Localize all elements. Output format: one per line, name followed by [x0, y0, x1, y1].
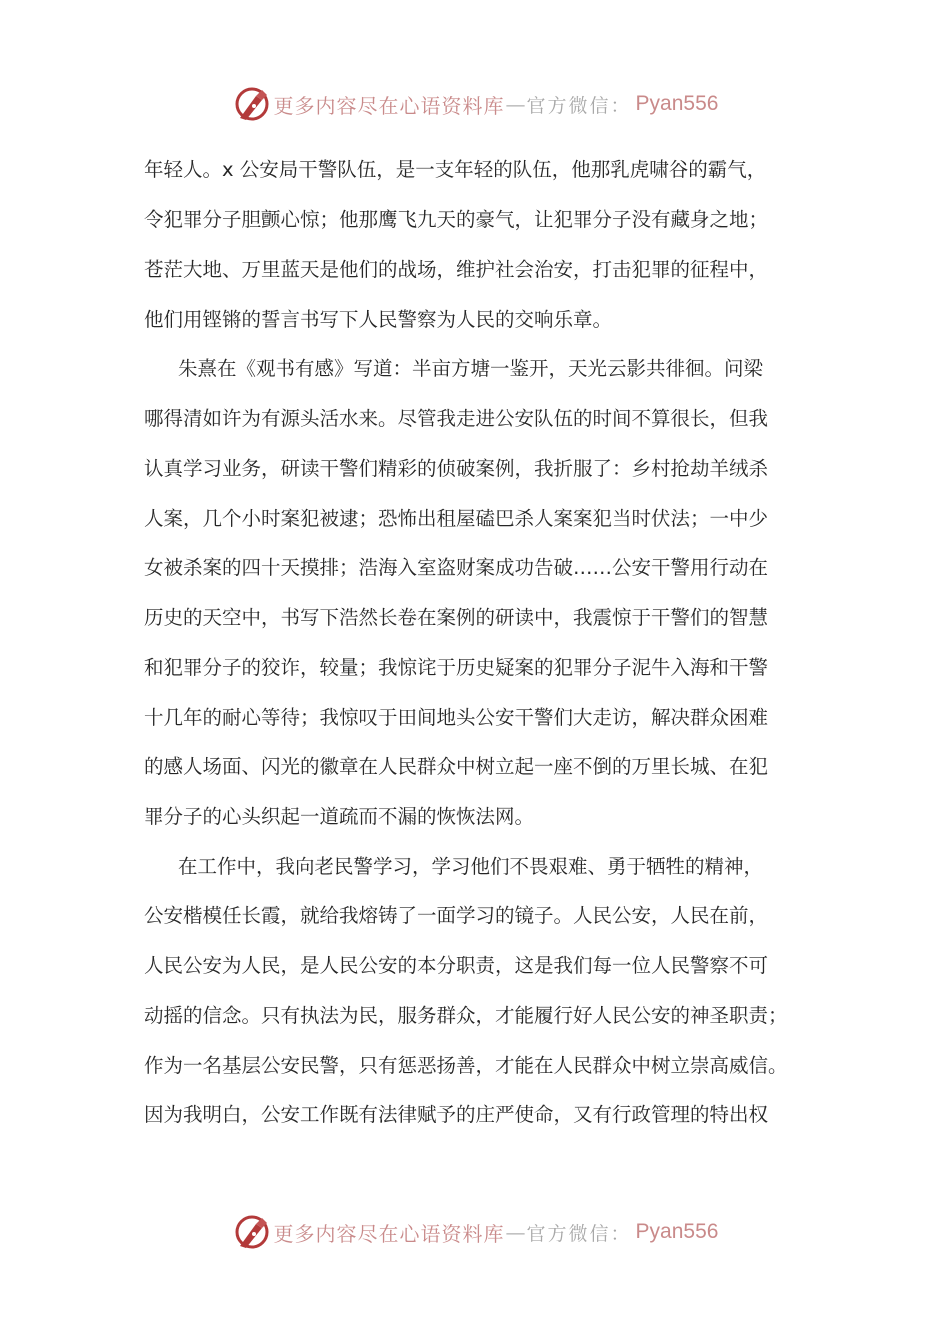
text-line: 他们用铿锵的誓言书写下人民警察为人民的交响乐章。 [144, 308, 613, 331]
watermark-separator: — [505, 1220, 526, 1244]
text-line: 的感人场面、闪光的徽章在人民群众中树立起一座不倒的万里长城、在犯 [144, 755, 769, 778]
footer-watermark [0, 1210, 950, 1254]
text-line: 人民公安为人民，是人民公安的本分职责，这是我们每一位人民警察不可 [144, 954, 769, 977]
watermark-separator: — [505, 92, 526, 116]
watermark-wechat-id: Pyan556 [635, 1220, 719, 1243]
watermark-wechat-id: Pyan556 [635, 92, 719, 115]
text-line: 和犯罪分子的狡诈，较量；我惊诧于历史疑案的犯罪分子泥牛入海和干警 [144, 656, 769, 679]
text-line: 历史的天空中，书写下浩然长卷在案例的研读中，我震惊于干警们的智慧 [144, 606, 769, 629]
text-line: 在工作中，我向老民警学习，学习他们不畏艰难、勇于牺牲的精神， [178, 855, 764, 878]
text-line: 人案，几个小时案犯被逮；恐怖出租屋磕巴杀人案案犯当时伏法；一中少 [144, 507, 769, 530]
pen-nib-logo-icon [232, 1212, 272, 1252]
text-line: 女被杀案的四十天摸排；浩海入室盗财案成功告破……公安干警用行动在 [144, 556, 769, 579]
text-line: 令犯罪分子胆颤心惊；他那鹰飞九天的豪气，让犯罪分子没有藏身之地； [144, 208, 769, 231]
header-watermark [0, 82, 950, 126]
text-line: 罪分子的心头织起一道疏而不漏的恢恢法网。 [144, 805, 535, 828]
text-line: 十几年的耐心等待；我惊叹于田间地头公安干警们大走访，解决群众困难 [144, 706, 769, 729]
text-line: 年轻人。x 公安局干警队伍，是一支年轻的队伍，他那乳虎啸谷的霸气， [144, 158, 767, 181]
pen-nib-logo-icon [232, 84, 272, 124]
text-line: 认真学习业务，研读干警们精彩的侦破案例，我折服了：乡村抢劫羊绒杀 [144, 457, 769, 480]
watermark-wechat-label: 官方微信： [526, 1222, 632, 1245]
text-line: 动摇的信念。只有执法为民，服务群众，才能履行好人民公安的神圣职责； [144, 1004, 788, 1027]
text-line: 朱熹在《观书有感》写道：半亩方塘一鉴开，天光云影共徘徊。问梁 [178, 357, 764, 380]
watermark-wechat-label: 官方微信： [526, 94, 632, 117]
text-line: 作为一名基层公安民警，只有惩恶扬善，才能在人民群众中树立崇高威信。 [144, 1054, 788, 1077]
text-line: 因为我明白，公安工作既有法律赋予的庄严使命，又有行政管理的特出权 [144, 1103, 769, 1126]
text-line: 哪得清如许为有源头活水来。尽管我走进公安队伍的时间不算很长，但我 [144, 407, 769, 430]
watermark-site-text: 更多内容尽在心语资料库 [273, 1221, 505, 1246]
text-line: 公安楷模任长霞，就给我熔铸了一面学习的镜子。人民公安，人民在前， [144, 904, 769, 927]
text-line: 苍茫大地、万里蓝天是他们的战场，维护社会治安，打击犯罪的征程中， [144, 258, 769, 281]
watermark-site-text: 更多内容尽在心语资料库 [273, 93, 505, 118]
